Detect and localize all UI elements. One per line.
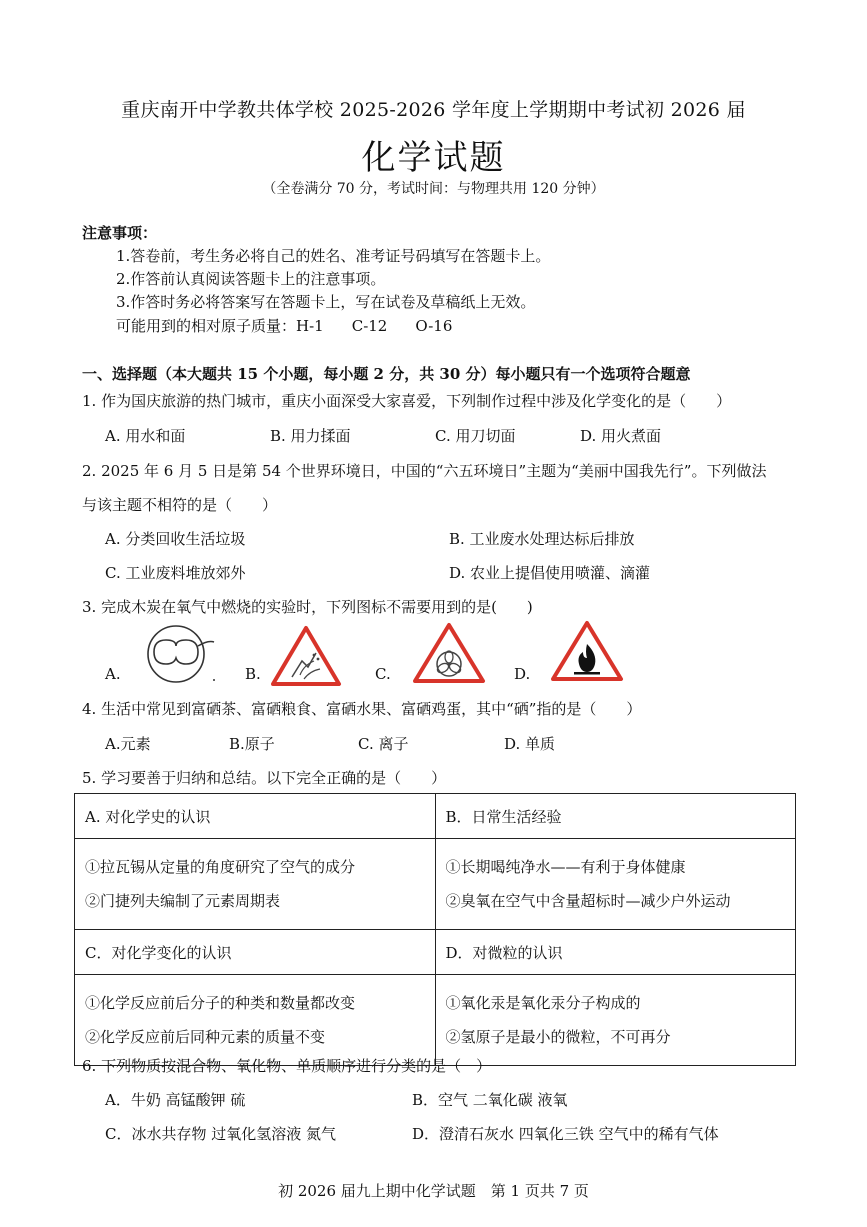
q1-stem: 1. 作为国庆旅游的热门城市，重庆小面深受大家喜爱，下列制作过程中涉及化学变化的是（ ）	[82, 392, 732, 410]
q3-stem: 3. 完成木炭在氧气中燃烧的实验时，下列图标不需要用到的是( )	[82, 598, 533, 616]
q5-b-item-1: ①长期喝纯净水——有利于身体健康	[445, 858, 686, 876]
no-smell-hazard-icon	[270, 625, 342, 687]
q5-cell-c-body	[75, 975, 436, 1066]
q5-b-item-2: ②臭氧在空气中含量超标时—减少户外运动	[445, 892, 731, 910]
q6-option-d: D．澄清石灰水 四氧化三铁 空气中的稀有气体	[412, 1125, 719, 1143]
q6-option-a: A．牛奶 高锰酸钾 硫	[105, 1091, 246, 1109]
q4-stem: 4. 生活中常见到富硒茶、富硒粮食、富硒水果、富硒鸡蛋，其中“硒”指的是（ ）	[82, 700, 642, 718]
atomic-mass-label: 可能用到的相对原子质量：	[116, 317, 297, 335]
q6-option-c: C．冰水共存物 过氧化氢溶液 氮气	[105, 1125, 337, 1143]
q4-option-d: D. 单质	[504, 735, 556, 753]
q3-option-b: B.	[245, 665, 261, 683]
q6-option-b: B．空气 二氧化碳 液氧	[412, 1091, 568, 1109]
atomic-mass-line	[116, 315, 452, 336]
q5-d-item-2: ②氢原子是最小的微粒，不可再分	[445, 1028, 671, 1046]
q4-option-a: A.元素	[105, 735, 151, 753]
q2-option-a: A. 分类回收生活垃圾	[105, 530, 246, 548]
school-line: 重庆南开中学教共体学校 2025-2026 学年度上学期期中考试初 2026 届	[121, 99, 746, 121]
q5-stem: 5. 学习要善于归纳和总结。以下完全正确的是（ ）	[82, 769, 447, 787]
q5-cell-c-head: C．对化学变化的认识	[75, 930, 436, 975]
q2-stem-line2: 与该主题不相符的是（ ）	[82, 496, 278, 514]
flame-hazard-icon	[550, 620, 624, 682]
q3-option-a: A.	[105, 665, 121, 683]
table-row	[75, 930, 796, 975]
q1-option-c: C. 用刀切面	[435, 427, 516, 445]
q3-option-c: C.	[375, 665, 391, 683]
table-row	[75, 839, 796, 930]
q4-option-b: B.原子	[229, 735, 275, 753]
q2-option-c: C. 工业废料堆放郊外	[105, 564, 246, 582]
page-title: 化学试题	[361, 138, 506, 178]
q1-option-b: B. 用力揉面	[270, 427, 351, 445]
notice-item-1: 1.答卷前，考生务必将自己的姓名、准考证号码填写在答题卡上。	[116, 247, 551, 265]
q1-option-d: D. 用火煮面	[580, 427, 662, 445]
table-row	[75, 975, 796, 1066]
notice-heading: 注意事项：	[82, 224, 158, 242]
q2-option-d: D. 农业上提倡使用喷灌、滴灌	[449, 564, 651, 582]
q5-c-item-1: ①化学反应前后分子的种类和数量都改变	[85, 994, 356, 1012]
q5-cell-d-head: D．对微粒的认识	[435, 930, 796, 975]
q5-cell-d-body	[435, 975, 796, 1066]
atomic-mass-c: C-12	[351, 317, 388, 335]
q6-stem: 6. 下列物质按混合物、氧化物、单质顺序进行分类的是（ ）	[82, 1057, 492, 1075]
q5-d-item-1: ①氧化汞是氧化汞分子构成的	[445, 994, 641, 1012]
q5-c-item-2: ②化学反应前后同种元素的质量不变	[85, 1028, 326, 1046]
page-footer: 初 2026 届九上期中化学试题 第 1 页共 7 页	[278, 1182, 589, 1200]
section-heading: 一、选择题（本大题共 15 个小题，每小题 2 分，共 30 分）每小题只有一个选项符合题意	[82, 365, 691, 383]
q5-a-item-1: ①拉瓦锡从定量的角度研究了空气的成分	[85, 858, 356, 876]
q5-a-item-2: ②门捷列夫编制了元素周期表	[85, 892, 281, 910]
q5-cell-a-body	[75, 839, 436, 930]
q2-stem-line1: 2. 2025 年 6 月 5 日是第 54 个世界环境日，中国的“六五环境日”主题为“美丽中国我先行”。下列做法	[82, 462, 767, 480]
q5-cell-b-head: B．日常生活经验	[435, 794, 796, 839]
q5-cell-a-head: A. 对化学史的认识	[75, 794, 436, 839]
notice-item-2: 2.作答前认真阅读答题卡上的注意事项。	[116, 270, 386, 288]
goggles-icon	[130, 622, 220, 684]
q5-table	[74, 793, 796, 1066]
atomic-mass-o: O-16	[415, 317, 453, 335]
table-row	[75, 794, 796, 839]
fan-ventilation-icon	[412, 622, 486, 684]
q4-option-c: C. 离子	[358, 735, 409, 753]
q2-option-b: B. 工业废水处理达标后排放	[449, 530, 635, 548]
q5-cell-b-body	[435, 839, 796, 930]
q3-option-d: D.	[514, 665, 531, 683]
atomic-mass-h: H-1	[296, 317, 324, 335]
notice-item-3: 3.作答时务必将答案写在答题卡上，写在试卷及草稿纸上无效。	[116, 293, 536, 311]
exam-subtitle: （全卷满分 70 分，考试时间：与物理共用 120 分钟）	[262, 181, 605, 197]
q1-option-a: A. 用水和面	[105, 427, 186, 445]
